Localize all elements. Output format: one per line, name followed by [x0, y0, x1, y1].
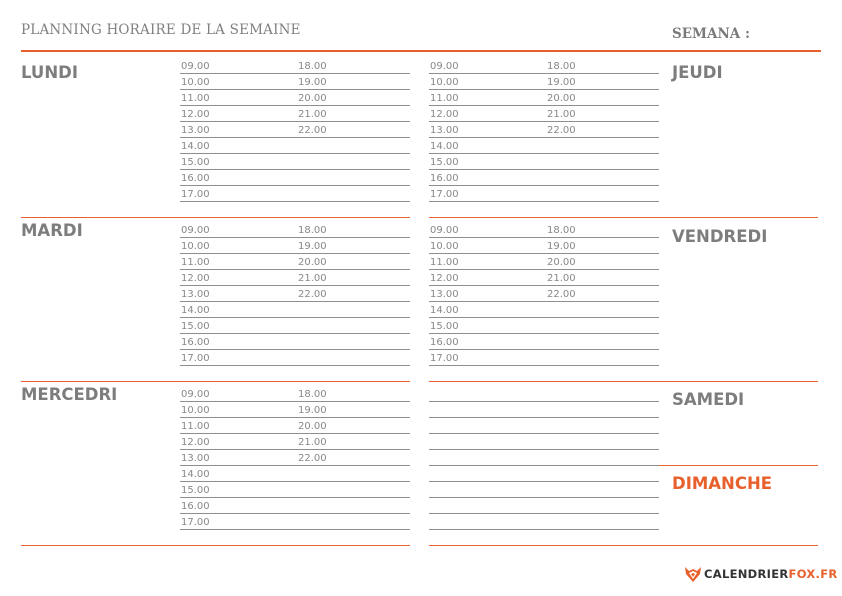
time-slot-line [429, 121, 659, 122]
time-slot-line [180, 465, 410, 466]
time-slot-line [180, 433, 410, 434]
time-slot-line [180, 105, 410, 106]
time-slot-line [429, 169, 659, 170]
time-slot-label: 14.00 [181, 305, 210, 316]
brand-logo [684, 565, 838, 583]
time-slot-line [429, 201, 659, 202]
divider-monday-tuesday [21, 217, 410, 218]
time-slot-line [180, 253, 410, 254]
time-slot-label: 12.00 [430, 273, 459, 284]
time-slot-label: 19.00 [298, 77, 327, 88]
day-label-friday: VENDREDI [672, 227, 768, 246]
time-slot-label: 09.00 [181, 61, 210, 72]
time-slot-line [429, 513, 659, 514]
divider-sunday-end [429, 545, 818, 546]
time-slot-line [429, 105, 659, 106]
time-slot-line [180, 269, 410, 270]
brand-name-part2: FOX.FR [788, 567, 838, 581]
time-slot-label: 22.00 [298, 453, 327, 464]
time-slot-line [180, 301, 410, 302]
time-slot-line [180, 169, 410, 170]
time-slot-label: 22.00 [547, 289, 576, 300]
time-slot-line [180, 513, 410, 514]
time-slot-line [429, 529, 659, 530]
time-slot-label: 15.00 [430, 321, 459, 332]
divider-friday-saturday [429, 381, 818, 382]
time-slot-line [180, 237, 410, 238]
time-slot-line [429, 433, 659, 434]
time-slot-label: 20.00 [298, 421, 327, 432]
time-slot-line [180, 401, 410, 402]
time-slot-line [180, 529, 410, 530]
time-slot-label: 19.00 [298, 241, 327, 252]
time-slot-label: 16.00 [181, 337, 210, 348]
time-slot-label: 11.00 [181, 257, 210, 268]
time-slot-line [180, 153, 410, 154]
time-slot-line [180, 73, 410, 74]
time-slot-label: 16.00 [181, 501, 210, 512]
time-slot-line [180, 317, 410, 318]
time-slot-label: 09.00 [181, 225, 210, 236]
time-slot-line [429, 73, 659, 74]
time-slot-label: 10.00 [181, 77, 210, 88]
day-label-tuesday: MARDI [21, 221, 83, 240]
time-slot-line [180, 481, 410, 482]
time-slot-line [429, 333, 659, 334]
time-slot-label: 19.00 [547, 77, 576, 88]
time-slot-label: 18.00 [547, 225, 576, 236]
time-slot-line [429, 253, 659, 254]
time-slot-line [429, 269, 659, 270]
time-slot-label: 12.00 [181, 437, 210, 448]
time-slot-line [429, 465, 659, 466]
day-label-thursday: JEUDI [672, 63, 723, 82]
time-slot-line [429, 285, 659, 286]
brand-name [704, 567, 838, 581]
time-slot-label: 16.00 [181, 173, 210, 184]
time-slot-line [180, 417, 410, 418]
time-slot-label: 14.00 [181, 469, 210, 480]
time-slot-label: 15.00 [181, 485, 210, 496]
time-slot-label: 14.00 [430, 141, 459, 152]
time-slot-label: 13.00 [430, 125, 459, 136]
time-slot-line [429, 137, 659, 138]
time-slot-label: 10.00 [430, 77, 459, 88]
page-title: PLANNING HORAIRE DE LA SEMAINE [21, 22, 301, 38]
time-slot-label: 11.00 [430, 257, 459, 268]
time-slot-line [429, 349, 659, 350]
time-slot-label: 13.00 [181, 125, 210, 136]
day-label-monday: LUNDI [21, 63, 78, 82]
time-slot-label: 18.00 [298, 225, 327, 236]
time-slot-label: 09.00 [181, 389, 210, 400]
day-label-saturday: SAMEDI [672, 390, 745, 409]
time-slot-label: 10.00 [430, 241, 459, 252]
time-slot-label: 18.00 [298, 389, 327, 400]
time-slot-label: 11.00 [181, 93, 210, 104]
time-slot-line [180, 185, 410, 186]
time-slot-line [429, 301, 659, 302]
time-slot-line [429, 449, 659, 450]
time-slot-label: 09.00 [430, 61, 459, 72]
time-slot-line [180, 349, 410, 350]
time-slot-label: 22.00 [298, 289, 327, 300]
time-slot-label: 21.00 [547, 109, 576, 120]
time-slot-line [429, 401, 659, 402]
time-slot-label: 22.00 [298, 125, 327, 136]
time-slot-label: 17.00 [181, 353, 210, 364]
time-slot-label: 20.00 [547, 257, 576, 268]
time-slot-line [429, 497, 659, 498]
time-slot-label: 16.00 [430, 173, 459, 184]
time-slot-line [180, 201, 410, 202]
time-slot-label: 12.00 [181, 109, 210, 120]
time-slot-line [180, 449, 410, 450]
time-slot-label: 12.00 [181, 273, 210, 284]
time-slot-line [180, 89, 410, 90]
time-slot-label: 18.00 [298, 61, 327, 72]
divider-wednesday-end [21, 545, 410, 546]
time-slot-label: 17.00 [181, 189, 210, 200]
time-slot-line [429, 365, 659, 366]
time-slot-label: 12.00 [430, 109, 459, 120]
time-slot-line [180, 497, 410, 498]
time-slot-line [429, 481, 659, 482]
time-slot-label: 19.00 [547, 241, 576, 252]
time-slot-line [429, 153, 659, 154]
divider-tuesday-wednesday [21, 381, 410, 382]
time-slot-line [180, 333, 410, 334]
week-label: SEMANA : [672, 26, 750, 42]
time-slot-label: 21.00 [298, 437, 327, 448]
time-slot-label: 16.00 [430, 337, 459, 348]
time-slot-label: 10.00 [181, 405, 210, 416]
time-slot-line [180, 365, 410, 366]
time-slot-label: 18.00 [547, 61, 576, 72]
time-slot-label: 20.00 [547, 93, 576, 104]
time-slot-label: 21.00 [298, 273, 327, 284]
time-slot-label: 14.00 [430, 305, 459, 316]
time-slot-label: 11.00 [181, 421, 210, 432]
time-slot-label: 20.00 [298, 93, 327, 104]
day-label-sunday: DIMANCHE [672, 474, 773, 493]
day-label-wednesday: MERCEDRI [21, 385, 118, 404]
time-slot-label: 17.00 [181, 517, 210, 528]
time-slot-line [429, 317, 659, 318]
time-slot-label: 14.00 [181, 141, 210, 152]
fox-icon [684, 565, 702, 583]
time-slot-label: 09.00 [430, 225, 459, 236]
time-slot-line [429, 417, 659, 418]
time-slot-label: 20.00 [298, 257, 327, 268]
time-slot-label: 10.00 [181, 241, 210, 252]
time-slot-line [429, 185, 659, 186]
time-slot-label: 15.00 [181, 321, 210, 332]
time-slot-line [429, 89, 659, 90]
time-slot-label: 13.00 [430, 289, 459, 300]
time-slot-line [180, 137, 410, 138]
header-divider [21, 50, 821, 52]
time-slot-label: 19.00 [298, 405, 327, 416]
brand-name-part1: CALENDRIER [704, 567, 789, 581]
time-slot-label: 11.00 [430, 93, 459, 104]
time-slot-line [180, 121, 410, 122]
divider-thursday-friday [429, 217, 818, 218]
time-slot-label: 21.00 [547, 273, 576, 284]
time-slot-label: 22.00 [547, 125, 576, 136]
time-slot-line [429, 237, 659, 238]
time-slot-label: 15.00 [430, 157, 459, 168]
time-slot-label: 13.00 [181, 453, 210, 464]
time-slot-label: 15.00 [181, 157, 210, 168]
time-slot-label: 13.00 [181, 289, 210, 300]
time-slot-line [180, 285, 410, 286]
time-slot-label: 17.00 [430, 353, 459, 364]
time-slot-label: 17.00 [430, 189, 459, 200]
time-slot-label: 21.00 [298, 109, 327, 120]
